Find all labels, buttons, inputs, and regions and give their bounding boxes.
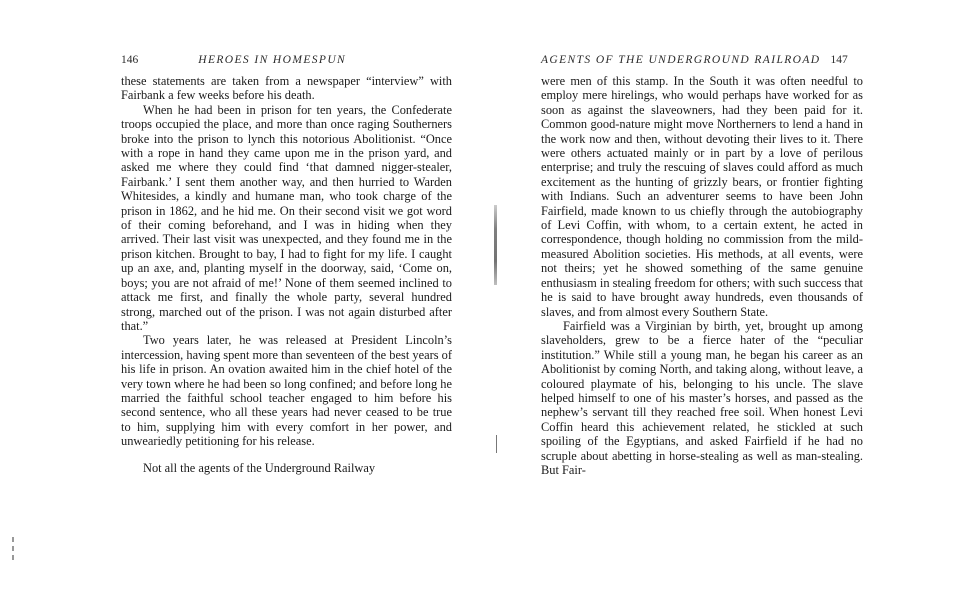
right-page-number: 147 [830, 54, 848, 66]
left-paragraph-2: When he had been in prison for ten years, the Confederate troops occupied the place, and more than once raging Southerners broke into the prison to lynch this notorious Abolitionist. “Once with a rope in hand they came upon me in the prison yard, and asked me where they could find ‘that damned nigger-stealer, Fairbank.’ I sent them another way, and then hurried to Warden Whitesides, a kindly and humane man, who took charge of the prison in 1862, and he hid me. On their second visit we got word of their coming beforehand, and I was in hiding when they arrived. Their last visit was unexpected, and they found me in the prison kitchen. Brought to bay, I had to fight for my life. I caught up an axe, and, planting myself in the doorway, said, ‘Come on, boys; you are not afraid of me!’ None of them seemed inclined to attack me first, and finally the whole party, several hundred strong, marched out of the prison. I was not again disturbed after that.” [121, 102, 452, 333]
right-paragraph-2: Fairfield was a Virginian by birth, yet, brought up among slaveholders, grew to be a fierce hater of the “peculiar institution.” While still a young man, he began his career as an Abolitionist by coming North, and taking along, without leave, a coloured playmate of his, belonging to his uncle. The slave helped himself to one of his master’s horses, and passed as the nephew’s servant till they reached free soil. When honest Levi Coffin heard this achievement related, he stickled at such spoiling of the Egyptians, and asked Fairfield if he had no scruple about abetting in horse-stealing as well as man-stealing. But Fair- [541, 318, 863, 477]
right-paragraph-1: were men of this stamp. In the South it was often needful to employ mere hirelings, who would perhaps have worked for as soon as against the slaveowners, had they been paid for it. Common good-nature might move Northerners to lend a hand in the work now and then, without devoting their lives to it. There were others actuated mainly or in part by a love of perilous enterprise; and truly the rescuing of slaves could afford as much excitement as the hunting of grizzly bears, or frontier fighting with Indians. Such an adventurer seems to have been John Fairfield, made known to us chiefly through the autobiography of Levi Coffin, with whom, to a certain extent, he acted in correspondence, though holding no commission from the mild-measured Abolition societies. His methods, at all events, were not theirs; yet he showed something of the same genuine enthusiasm in stealing freedom for others; with such success that he is said to have brought away hundreds, even thousands of slaves, and from almost every Southern State. [541, 74, 863, 319]
right-running-title: AGENTS OF THE UNDERGROUND RAILROAD [541, 54, 821, 66]
left-paragraph-4: Not all the agents of the Underground Railway [143, 460, 376, 475]
left-running-title: HEROES IN HOMESPUN [198, 54, 347, 66]
left-paragraph-3: Two years later, he was released at President Lincoln’s intercession, having spent more than seventeen of the best years of his life in prison. An ovation awaited him in the chief hotel of the very town where he had been so long confined; and before long he married the faithful school teacher engaged to him before his second sentence, who all these years had never ceased to be true to him, supplying him with every comfort in her power, and unweariedly petitioning for his release. [121, 333, 452, 449]
right-body-text [541, 74, 863, 477]
left-paragraph-1: these statements are taken from a newspaper “interview” with Fairbank a few weeks before his death. [121, 74, 452, 103]
left-page-number: 146 [121, 54, 139, 66]
left-body-text [121, 74, 452, 475]
right-running-head [541, 54, 871, 66]
margin-specks [10, 533, 16, 573]
left-running-head [121, 54, 451, 66]
